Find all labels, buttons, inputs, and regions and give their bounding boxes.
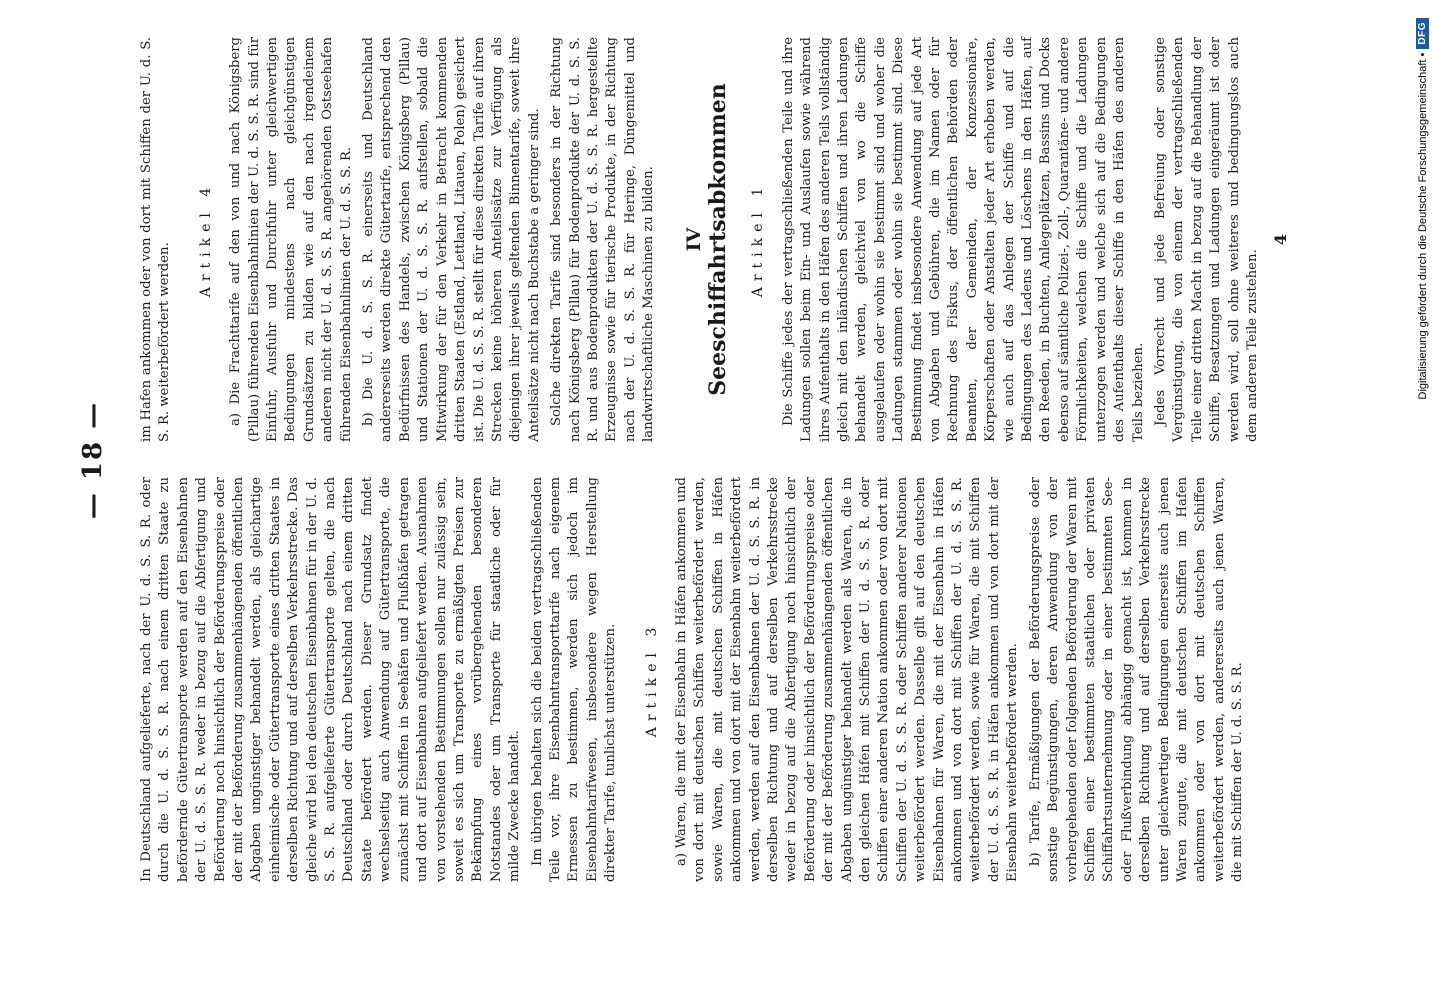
- article-4-paragraph-c: Solche direkten Tarife sind besonders in der Richtung nach Königsberg (Pillau) für Bodenprodukte der U. d. S. S. R. und aus Bodenprodukten der U. d. S. S. R. hergestellte Erzeugnisse sowie für tierische Produkte, in der Richtung nach der U. d. S. S. R. für Heringe, Düngemittel und landwirtschaftliche Maschinen zu bilden.: [549, 37, 657, 442]
- section-title: Seeschiffahrtsabkommen: [704, 83, 731, 396]
- article-4-paragraph-b: b) Die U. d. S. S. R. einerseits und Deutschland andererseits werden direkte Gütertarife, entsprechend den Bedürfnissen des Handels, zwischen Königsberg (Pillau) und Stationen der U. d. S. S. R. aufstellen, sobald die Mitwirkung der für den Verkehr in Betracht kommenden dritten Staaten (Estland, Lettland, Litauen, Polen) gesichert ist. Die U. d. S. S. R. stellt für diese direkten Tarife auf ihren Strecken keine höheren Anteilssätze zur Verfügung als diejenigen ihrer jeweils geltenden Binnentarife, soweit ihre Anteilsätze nicht nach Buchstabe a geringer sind.: [361, 37, 542, 442]
- attribution-line: [1416, 18, 1429, 399]
- article-3-title: Artikel 3: [643, 621, 660, 738]
- section-number: IV: [682, 227, 705, 252]
- article-4-paragraph-a: a) Die Frachttarife auf den von und nach Königsberg (Pillau) führenden Eisenbahnlinien der U. d. S. S. R. sind für Einfuhr, Ausfuhr und Durchfuhr unter gleichwertigen Bedingungen mindestens nach gleichgünstigen Grundsätzen zu bilden wie auf den nach irgendeinem anderen nicht der U. d. S. S. R. angehörenden Ostseehafen führenden Eisenbahnlinien der U. d. S. S. R.: [228, 37, 354, 442]
- article-4-title: Artikel 4: [197, 181, 214, 298]
- scanned-page: [60, 20, 1291, 900]
- intro-paragraph-1: In Deutschland aufgelieferte, nach der U. d. S. S. R. oder durch die U. d. S. S. R. nach einem dritten Staate zu befördernde Gütertransporte werden auf den Eisenbahnen der U. d. S. S. R. weder in bezug auf die Abfertigung und Beförderung noch hinsichtlich der Beförderungspreise oder der mit der Beförderung zusammenhängenden öffentlichen Abgaben ungünstiger behandelt werden, als gleichartige einheimische oder Gütertransporte eines dritten Staates in derselben Richtung und auf derselben Verkehrsstrecke. Das gleiche wird bei den deutschen Eisenbahnen für in der U. d. S. S. R. aufgelieferte Gütertransporte gelten, die nach Deutschland oder durch Deutschland nach einem dritten Staate befördert werden. Dieser Grundsatz findet wechselseitig auch Anwendung auf Gütertransporte, die zunächst mit Schiffen in Seehäfen und Flußhäfen getragen und dort auf Eisenbahnen aufgeliefert werden. Ausnahmen von vorstehenden Bestimmungen sollen nur zulässig sein, soweit es sich um Transporte zu ermäßigten Preisen zur Bekämpfung eines vorübergehenden besonderen Notstandes oder um Transporte für staatliche oder für milde Zwecke handelt.: [139, 477, 523, 882]
- article-3-paragraph-b: b) Tarife, Ermäßigungen der Beförderungspreise oder sonstige Begünstigungen, deren Anwendung von der vorhergehenden oder folgenden Beförderung der Waren mit Schiffen einer bestimmten staatlichen oder privaten Schiffahrtsunternehmung oder in einer bestimmten See- oder Flußverbindung abhängig gemacht ist, kommen in derselben Richtung und auf derselben Verkehrsstrecke unter gleichwertigen Bedingungen einerseits auch jenen Waren zugute, die mit deutschen Schiffen im Hafen ankommen oder von dort mit deutschen Schiffen weiterbefördert werden, andererseits auch jenen Waren, die mit Schiffen der U. d. S. S. R.: [1027, 477, 1246, 882]
- right-column: [138, 37, 1291, 442]
- left-column: [138, 477, 1252, 882]
- margin-attribution: [1416, 0, 1434, 1000]
- continuation-text: im Hafen ankommen oder von dort mit Schiffen der U. d. S. S. R. weiterbefördert werden.: [139, 37, 173, 442]
- attribution-text: Digitalisierung gefördert durch die Deutsche Forschungsgemeinschaft •: [1416, 52, 1429, 400]
- article-1-title: Artikel 1: [750, 181, 767, 298]
- intro-paragraph-2: Im übrigen behalten sich die beiden vertragschließenden Teile vor, ihre Eisenbahntransporttarife nach eigenem Ermessen zu bestimmen, werden sich jedoch im Eisenbahntarifwesen, insbesondere wegen Herstellung direkter Tarife, tunlichst unterstützen.: [529, 477, 619, 882]
- article-1-paragraph-2: Jedes Vorrecht und jede Befreiung oder sonstige Vergünstigung, die von einem der vertragschließenden Teile einer dritten Macht in bezug auf die Behandlung der Schiffe, Besatzungen und Ladungen eingeräumt ist oder werden wird, soll ohne weiteres und bedingungslos auch dem anderen Teile zustehen.: [1152, 37, 1260, 442]
- signature-mark: 4: [1271, 233, 1291, 246]
- article-3-paragraph-a: a) Waren, die mit der Eisenbahn in Häfen ankommen und von dort mit deutschen Schiffen weiterbefördert werden, sowie Waren, die mit deutschen Schiffen in Häfen ankommen und von dort mit der Eisenbahn weiterbefördert werden, werden auf den Eisenbahnen der U. d. S. S. R. in derselben Richtung und auf derselben Verkehrsstrecke weder in bezug auf die Abfertigung noch hinsichtlich der Beförderung oder hinsichtlich der Beförderungspreise oder der mit der Beförderung zusammenhängenden öffentlichen Abgaben ungünstiger behandelt werden als Waren, die in den gleichen Häfen mit Schiffen der U. d. S. S. R. oder Schiffen einer anderen Nation ankommen oder von dort mit Schiffen der U. d. S. S. R. oder Schiffen anderer Nationen weiterbefördert werden. Dasselbe gilt auf den deutschen Eisenbahnen für Waren, die mit der Eisenbahn in Häfen ankommen und von dort mit Schiffen der U. d. S. S. R. weiterbefördert werden, sowie für Waren, die mit Schiffen der U. d. S. S. R. in Häfen ankommen und von dort mit der Eisenbahn weiterbefördert werden.: [673, 477, 1021, 882]
- article-1-paragraph-1: Die Schiffe jedes der vertragschließenden Teile und ihre Ladungen sollen beim Ein- und Auslaufen sowie während ihres Aufenthalts in den Häfen des anderen Teils vollständig gleich mit den inländischen Schiffen und ihren Ladungen behandelt werden, gleichviel von wo die Schiffe ausgelaufen oder wohin sie bestimmt sind und woher die Ladungen stammen oder wohin sie bestimmt sind. Diese Bestimmung findet insbesondere Anwendung auf jede Art von Abgaben und Gebühren, die im Namen oder für Rechnung des Fiskus, der öffentlichen Behörden oder Beamten, der Gemeinden, der Konzessionäre, Körperschaften oder Anstalten jeder Art erhoben werden, wie auch auf das Anlegen der Schiffe und auf die Bedingungen des Ladens und Löschens in den Häfen, auf den Reeden, in Buchten, Anlegeplätzen, Bassins und Docks ebenso auf sämtliche Polizei-, Zoll-, Quarantäne- und andere Förmlichkeiten, welchen die Schiffe und die Ladungen unterzogen werden und welche sich auf die Bedingungen des Aufenthalts dieser Schiffe in den Häfen des anderen Teils beziehen.: [780, 37, 1146, 442]
- page-number-header: — 18 —: [78, 400, 108, 520]
- dfg-logo: DFG: [1416, 18, 1429, 49]
- page-content: [60, 20, 1291, 900]
